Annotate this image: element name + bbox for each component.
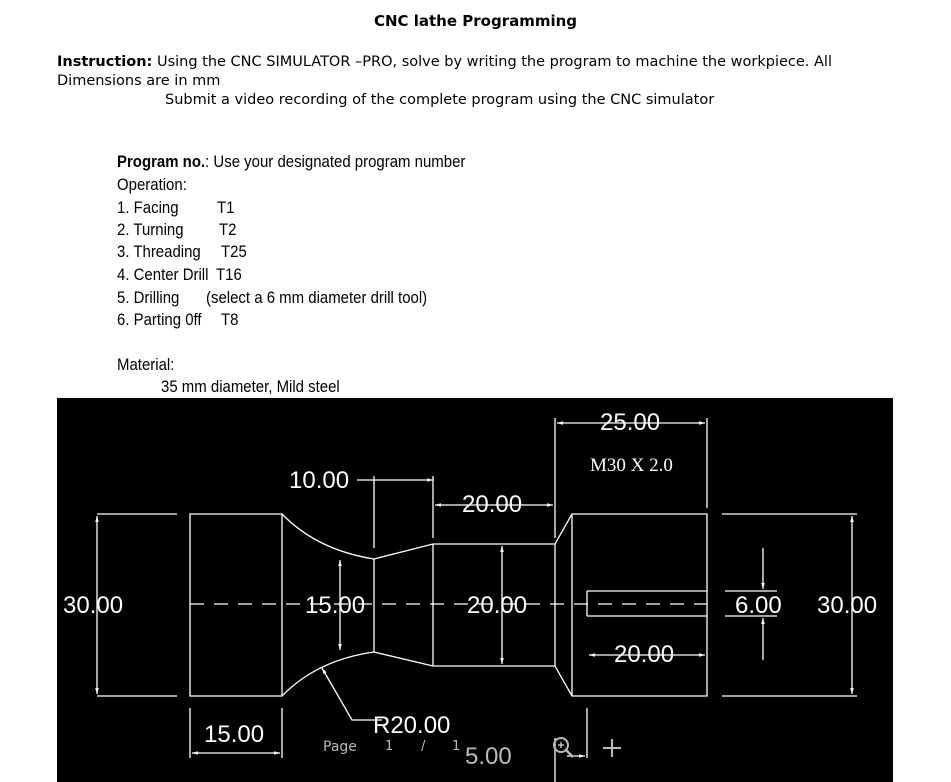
material-label: Material: bbox=[117, 355, 175, 374]
submit-note: Submit a video recording of the complete program using the CNC simulator bbox=[165, 92, 715, 108]
op-item-parting-off bbox=[117, 310, 202, 330]
program-line bbox=[117, 152, 465, 172]
drawing-svg bbox=[57, 398, 893, 782]
dim-radius: R20.00 bbox=[373, 712, 451, 739]
op-name: 3. Threading bbox=[117, 242, 201, 261]
page-separator: / bbox=[421, 739, 426, 754]
instruction-text: Using the CNC SIMULATOR –PRO, solve by writing the program to machine the workpiece. All Dimensions are in mm bbox=[57, 54, 832, 89]
dim-hole-dia: 6.00 bbox=[735, 592, 782, 619]
dim-dia-left: 30.00 bbox=[63, 592, 124, 619]
op-name: 2. Turning bbox=[117, 220, 184, 239]
op-name: 5. Drilling bbox=[117, 288, 180, 307]
op-tool-threading: T25 bbox=[221, 242, 247, 261]
instruction-paragraph bbox=[57, 53, 897, 91]
op-item-drilling bbox=[117, 288, 179, 308]
workpiece-outline bbox=[190, 514, 282, 696]
dim-neck-length: 10.00 bbox=[289, 467, 350, 494]
technical-drawing bbox=[57, 398, 893, 782]
dim-mid-dia: 20.00 bbox=[467, 592, 528, 619]
instruction-label: Instruction: bbox=[57, 54, 153, 70]
op-tool-drilling: (select a 6 mm diameter drill tool) bbox=[206, 288, 428, 307]
thread-spec: M30 X 2.0 bbox=[590, 455, 673, 476]
dim-mid-length: 20.00 bbox=[462, 491, 523, 518]
op-name: 4. Center Drill bbox=[117, 265, 209, 284]
magnifier-icon[interactable] bbox=[551, 735, 575, 759]
op-name: 6. Parting 0ff bbox=[117, 310, 202, 329]
op-item-turning bbox=[117, 220, 184, 240]
dim-thread-length: 25.00 bbox=[600, 409, 661, 436]
op-tool-center-drill: T16 bbox=[216, 265, 242, 284]
dim-dia-right: 30.00 bbox=[817, 592, 878, 619]
op-tool-turning: T2 bbox=[219, 220, 237, 239]
op-item-center-drill bbox=[117, 265, 208, 285]
program-label: Program no. bbox=[117, 152, 206, 171]
op-tool-facing: T1 bbox=[217, 198, 235, 217]
program-text: : Use your designated program number bbox=[205, 152, 466, 171]
page-label: Page bbox=[323, 739, 357, 755]
material-text: 35 mm diameter, Mild steel bbox=[161, 377, 340, 396]
page-current[interactable]: 1 bbox=[385, 739, 394, 754]
page-title: CNC lathe Programming bbox=[373, 12, 578, 30]
page-total: 1 bbox=[452, 739, 461, 754]
dim-neck-dia: 15.00 bbox=[305, 592, 366, 619]
op-tool-parting-off: T8 bbox=[221, 310, 239, 329]
op-name: 1. Facing bbox=[117, 198, 179, 217]
dim-bottom-partial: 5.00 bbox=[465, 743, 512, 770]
operation-label: Operation: bbox=[117, 175, 187, 194]
plus-icon[interactable] bbox=[600, 736, 624, 760]
op-item-threading bbox=[117, 242, 201, 262]
dim-hole-depth: 20.00 bbox=[614, 641, 675, 668]
op-item-facing bbox=[117, 198, 179, 218]
dim-left-length: 15.00 bbox=[204, 721, 265, 748]
